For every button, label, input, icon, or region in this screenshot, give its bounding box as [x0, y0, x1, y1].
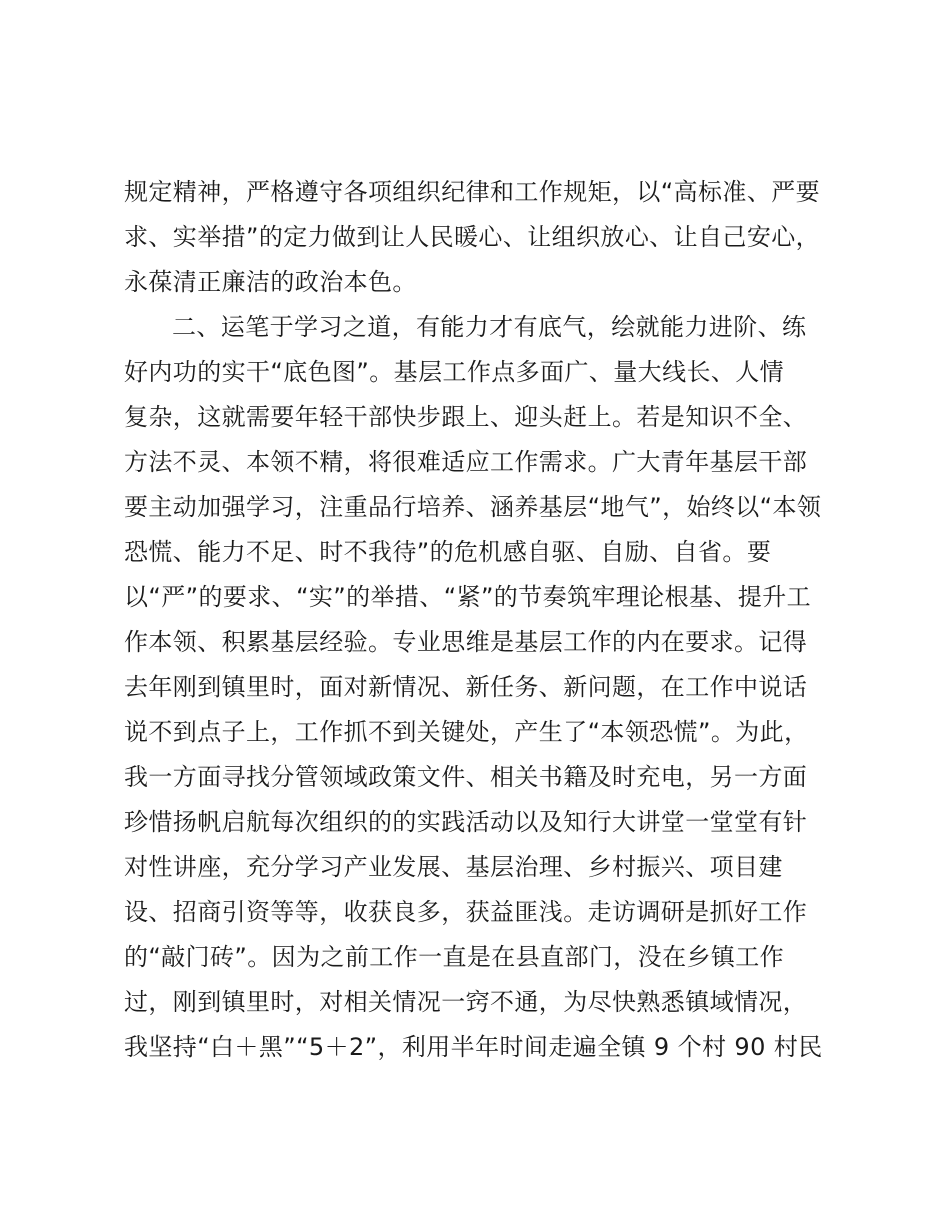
- text-line: 求、实举措”的定力做到让人民暖心、让组织放心、让自己安心，: [124, 223, 821, 251]
- text-line: 过，刚到镇里时，对相关情况一窍不通，为尽快熟悉镇域情况，: [124, 988, 808, 1016]
- text-line: 作本领、积累基层经验。专业思维是基层工作的内在要求。记得: [124, 628, 808, 656]
- text-line: 要主动加强学习，注重品行培养、涵养基层“地气”，始终以“本领: [124, 493, 822, 521]
- text-line: 方法不灵、本领不精，将很难适应工作需求。广大青年基层干部: [124, 448, 808, 476]
- text-line: 规定精神，严格遵守各项组织纪律和工作规矩，以“高标准、严要: [124, 178, 821, 206]
- text-line: 的“敲门砖”。因为之前工作一直是在县直部门，没在乡镇工作: [124, 943, 785, 971]
- text-line: 永葆清正廉洁的政治本色。: [124, 268, 417, 296]
- text-line: 说不到点子上，工作抓不到关键处，产生了“本领恐慌”。为此，: [124, 718, 809, 746]
- text-line: 好内功的实干“底色图”。基层工作点多面广、量大线长、人情: [124, 358, 785, 386]
- document-body: [124, 170, 834, 1070]
- text-line: 恐慌、能力不足、时不我待”的危机感自驱、自励、自省。要: [124, 538, 772, 566]
- text-line: 复杂，这就需要年轻干部快步跟上、迎头赶上。若是知识不全、: [124, 403, 808, 431]
- text-line: 对性讲座，充分学习产业发展、基层治理、乡村振兴、项目建: [124, 853, 783, 881]
- section-heading-line: 二、运笔于学习之道，有能力才有底气，绘就能力进阶、练: [172, 313, 807, 341]
- text-line: 设、招商引资等等，收获良多，获益匪浅。走访调研是抓好工作: [124, 898, 808, 926]
- text-line: 我一方面寻找分管领域政策文件、相关书籍及时充电，另一方面: [124, 763, 808, 791]
- text-line: 以“严”的要求、“实”的举措、“紧”的节奏筑牢理论根基、提升工: [124, 583, 811, 611]
- text-line: 去年刚到镇里时，面对新情况、新任务、新问题，在工作中说话: [124, 673, 808, 701]
- text-line: 珍惜扬帆启航每次组织的的实践活动以及知行大讲堂一堂堂有针: [124, 808, 808, 836]
- text-line: 我坚持“白＋黑”“5＋2”，利用半年时间走遍全镇 9 个村 90 村民: [124, 1033, 823, 1061]
